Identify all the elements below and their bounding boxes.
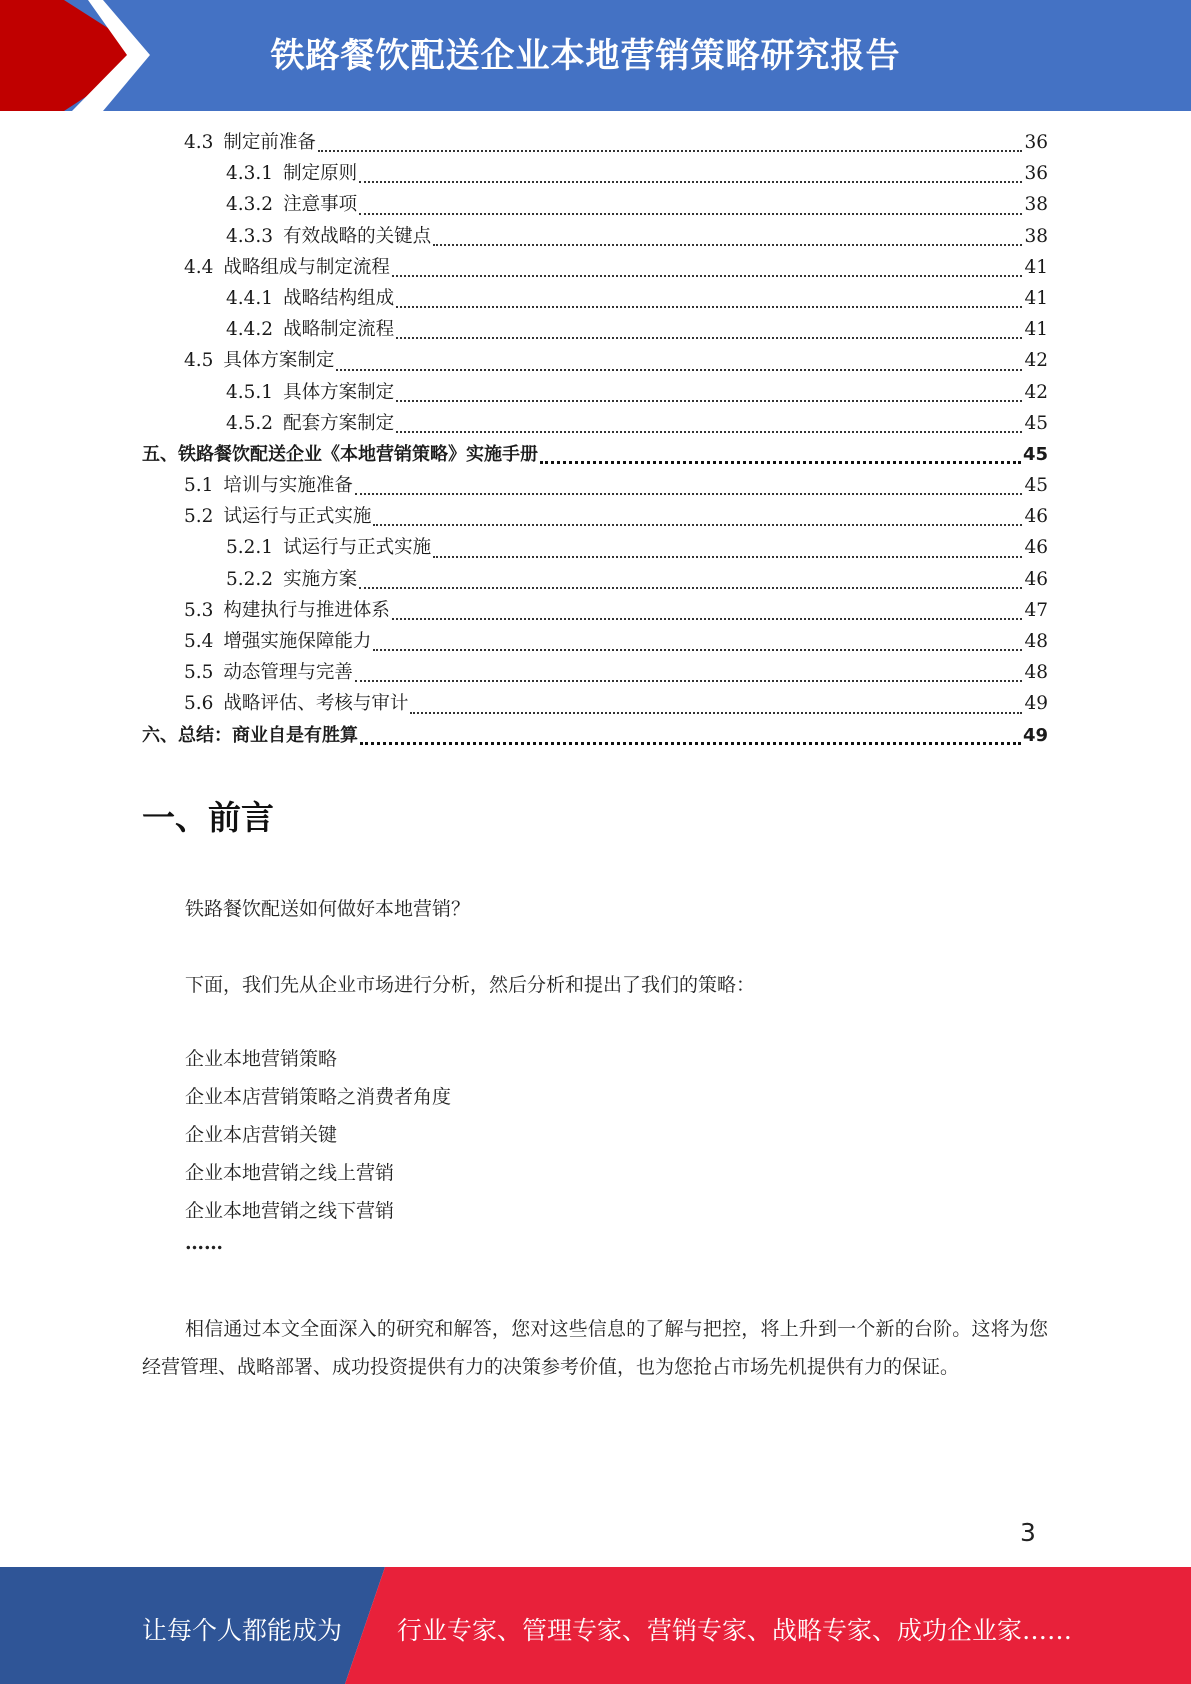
toc-entry[interactable] <box>142 190 1048 221</box>
toc-entry-title: 试运行与正式实施 <box>223 506 372 528</box>
toc-entry-number: 4.3.1 <box>226 163 274 185</box>
list-item: 企业本店营销关键 <box>185 1124 338 1146</box>
toc-entry-title: 战略制定流程 <box>283 319 395 341</box>
toc-entry[interactable] <box>142 346 1048 377</box>
toc-entry-title: 制定原则 <box>283 163 358 185</box>
toc-entry-title: 实施方案 <box>283 568 358 590</box>
footer-slogan-right: 行业专家、管理专家、营销专家、战略专家、成功企业家…… <box>397 1616 1073 1645</box>
toc-entry[interactable] <box>142 222 1048 253</box>
toc-entry-page: 41 <box>1024 287 1048 309</box>
toc-entry-page: 48 <box>1024 631 1048 652</box>
toc-entry-page: 49 <box>1022 724 1048 746</box>
toc-entry[interactable] <box>142 440 1048 471</box>
toc-dot-leader <box>392 275 1023 277</box>
toc-dot-leader <box>396 400 1022 402</box>
toc-dot-leader <box>359 213 1022 215</box>
strategy-list <box>185 1044 451 1234</box>
toc-entry-number: 4.3.3 <box>226 225 274 247</box>
page-footer-banner <box>0 1567 1191 1684</box>
toc-entry-page: 45 <box>1024 412 1048 434</box>
intro-paragraph: 下面，我们先从企业市场进行分析，然后分析和提出了我们的策略： <box>185 974 756 996</box>
toc-entry[interactable] <box>142 689 1048 720</box>
toc-entry-page: 42 <box>1024 350 1048 372</box>
toc-entry-title: 有效战略的关键点 <box>283 225 432 247</box>
toc-entry-number: 5.6 <box>184 693 214 715</box>
list-item: 企业本地营销之线上营销 <box>185 1162 395 1184</box>
toc-dot-leader <box>360 742 1021 745</box>
toc-entry-title: 战略组成与制定流程 <box>223 256 390 278</box>
toc-entry-title: 战略评估、考核与审计 <box>223 693 409 715</box>
toc-entry-number: 5.2.2 <box>226 568 274 590</box>
toc-entry-number: 4.3.2 <box>226 194 274 216</box>
toc-entry[interactable] <box>142 315 1048 346</box>
toc-dot-leader <box>373 649 1022 651</box>
page-header-banner <box>0 0 1191 111</box>
toc-dot-leader <box>392 618 1023 620</box>
toc-entry-number: 4.5.1 <box>226 381 274 403</box>
toc-entry-page: 45 <box>1024 475 1048 497</box>
toc-dot-leader <box>396 306 1022 308</box>
list-ellipsis: …… <box>185 1232 223 1254</box>
toc-dot-leader <box>433 556 1022 558</box>
toc-entry-title: 战略结构组成 <box>283 287 395 309</box>
page-number: 3 <box>1020 1518 1036 1547</box>
toc-entry-title: 具体方案制定 <box>283 381 395 403</box>
conclusion-paragraph: 相信通过本文全面深入的研究和解答，您对这些信息的了解与把控，将上升到一个新的台阶。这将为您经营管理、战略部署、成功投资提供有力的决策参考价值，也为您抢占市场先机提供有力的保证。 <box>142 1318 1048 1378</box>
toc-entry-title: 培训与实施准备 <box>223 475 353 497</box>
toc-entry-page: 48 <box>1024 662 1048 684</box>
toc-entry-number: 4.4 <box>184 256 214 278</box>
toc-entry-title: 构建执行与推进体系 <box>223 599 390 621</box>
toc-dot-leader <box>355 680 1023 682</box>
toc-entry-number: 4.4.1 <box>226 287 274 309</box>
toc-dot-leader <box>359 587 1022 589</box>
toc-entry[interactable] <box>142 721 1048 752</box>
toc-entry-page: 42 <box>1024 381 1048 403</box>
toc-entry-number: 4.4.2 <box>226 319 274 341</box>
toc-dot-leader <box>359 181 1022 183</box>
document-title: 铁路餐饮配送企业本地营销策略研究报告 <box>270 36 901 76</box>
toc-dot-leader <box>540 461 1021 464</box>
toc-entry-number: 5.1 <box>184 475 214 497</box>
toc-entry[interactable] <box>142 159 1048 190</box>
toc-dot-leader <box>373 524 1022 526</box>
toc-entry[interactable] <box>142 253 1048 284</box>
toc-entry-number: 5.4 <box>184 631 214 652</box>
footer-slogan-left: 让每个人都能成为 <box>142 1616 343 1645</box>
toc-entry-title: 五、铁路餐饮配送企业《本地营销策略》实施手册 <box>142 443 538 465</box>
toc-entry-page: 41 <box>1024 256 1048 278</box>
toc-entry[interactable] <box>142 409 1048 440</box>
toc-dot-leader <box>336 369 1022 371</box>
toc-entry[interactable] <box>142 596 1048 627</box>
toc-dot-leader <box>410 712 1022 714</box>
toc-entry-title: 配套方案制定 <box>283 412 395 434</box>
toc-entry-page: 45 <box>1022 443 1048 465</box>
toc-entry-page: 47 <box>1024 599 1048 621</box>
toc-entry[interactable] <box>142 128 1048 159</box>
toc-entry-number: 4.3 <box>184 132 214 153</box>
toc-dot-leader <box>396 337 1022 339</box>
toc-dot-leader <box>318 150 1023 152</box>
toc-entry-page: 36 <box>1024 132 1048 153</box>
toc-entry[interactable] <box>142 284 1048 315</box>
toc-entry-number: 5.5 <box>184 662 214 684</box>
toc-dot-leader <box>355 493 1023 495</box>
toc-entry[interactable] <box>142 378 1048 409</box>
toc-entry-page: 49 <box>1024 693 1048 715</box>
toc-dot-leader <box>433 244 1022 246</box>
toc-entry-page: 46 <box>1024 537 1048 559</box>
list-item: 企业本地营销之线下营销 <box>185 1200 395 1222</box>
toc-entry[interactable] <box>142 565 1048 596</box>
toc-entry-page: 41 <box>1024 319 1048 341</box>
toc-entry-title: 动态管理与完善 <box>223 662 353 684</box>
toc-entry-page: 38 <box>1024 194 1048 216</box>
question-paragraph: 铁路餐饮配送如何做好本地营销？ <box>185 898 471 920</box>
toc-entry-number: 5.2 <box>184 506 214 528</box>
toc-entry-title: 增强实施保障能力 <box>223 631 372 652</box>
toc-entry-number: 4.5 <box>184 350 214 372</box>
toc-entry[interactable] <box>142 471 1048 502</box>
table-of-contents <box>142 128 1048 752</box>
toc-entry-title: 具体方案制定 <box>223 350 335 372</box>
toc-entry[interactable] <box>142 533 1048 564</box>
section-heading: 一、前言 <box>142 798 274 837</box>
toc-entry-page: 36 <box>1024 163 1048 185</box>
toc-entry-title: 试运行与正式实施 <box>283 537 432 559</box>
toc-entry-page: 38 <box>1024 225 1048 247</box>
toc-entry[interactable] <box>142 627 1048 658</box>
list-item: 企业本店营销策略之消费者角度 <box>185 1086 452 1108</box>
toc-entry-number: 5.3 <box>184 599 214 621</box>
list-item: 企业本地营销策略 <box>185 1048 338 1070</box>
toc-entry[interactable] <box>142 658 1048 689</box>
toc-entry-title: 六、总结：商业自是有胜算 <box>142 724 358 746</box>
toc-entry-number: 5.2.1 <box>226 537 274 559</box>
toc-entry-page: 46 <box>1024 506 1048 528</box>
toc-entry-title: 注意事项 <box>283 194 358 216</box>
toc-entry-number: 4.5.2 <box>226 412 274 434</box>
toc-entry-page: 46 <box>1024 568 1048 590</box>
toc-entry[interactable] <box>142 502 1048 533</box>
toc-dot-leader <box>396 431 1022 433</box>
toc-entry-title: 制定前准备 <box>223 132 316 153</box>
